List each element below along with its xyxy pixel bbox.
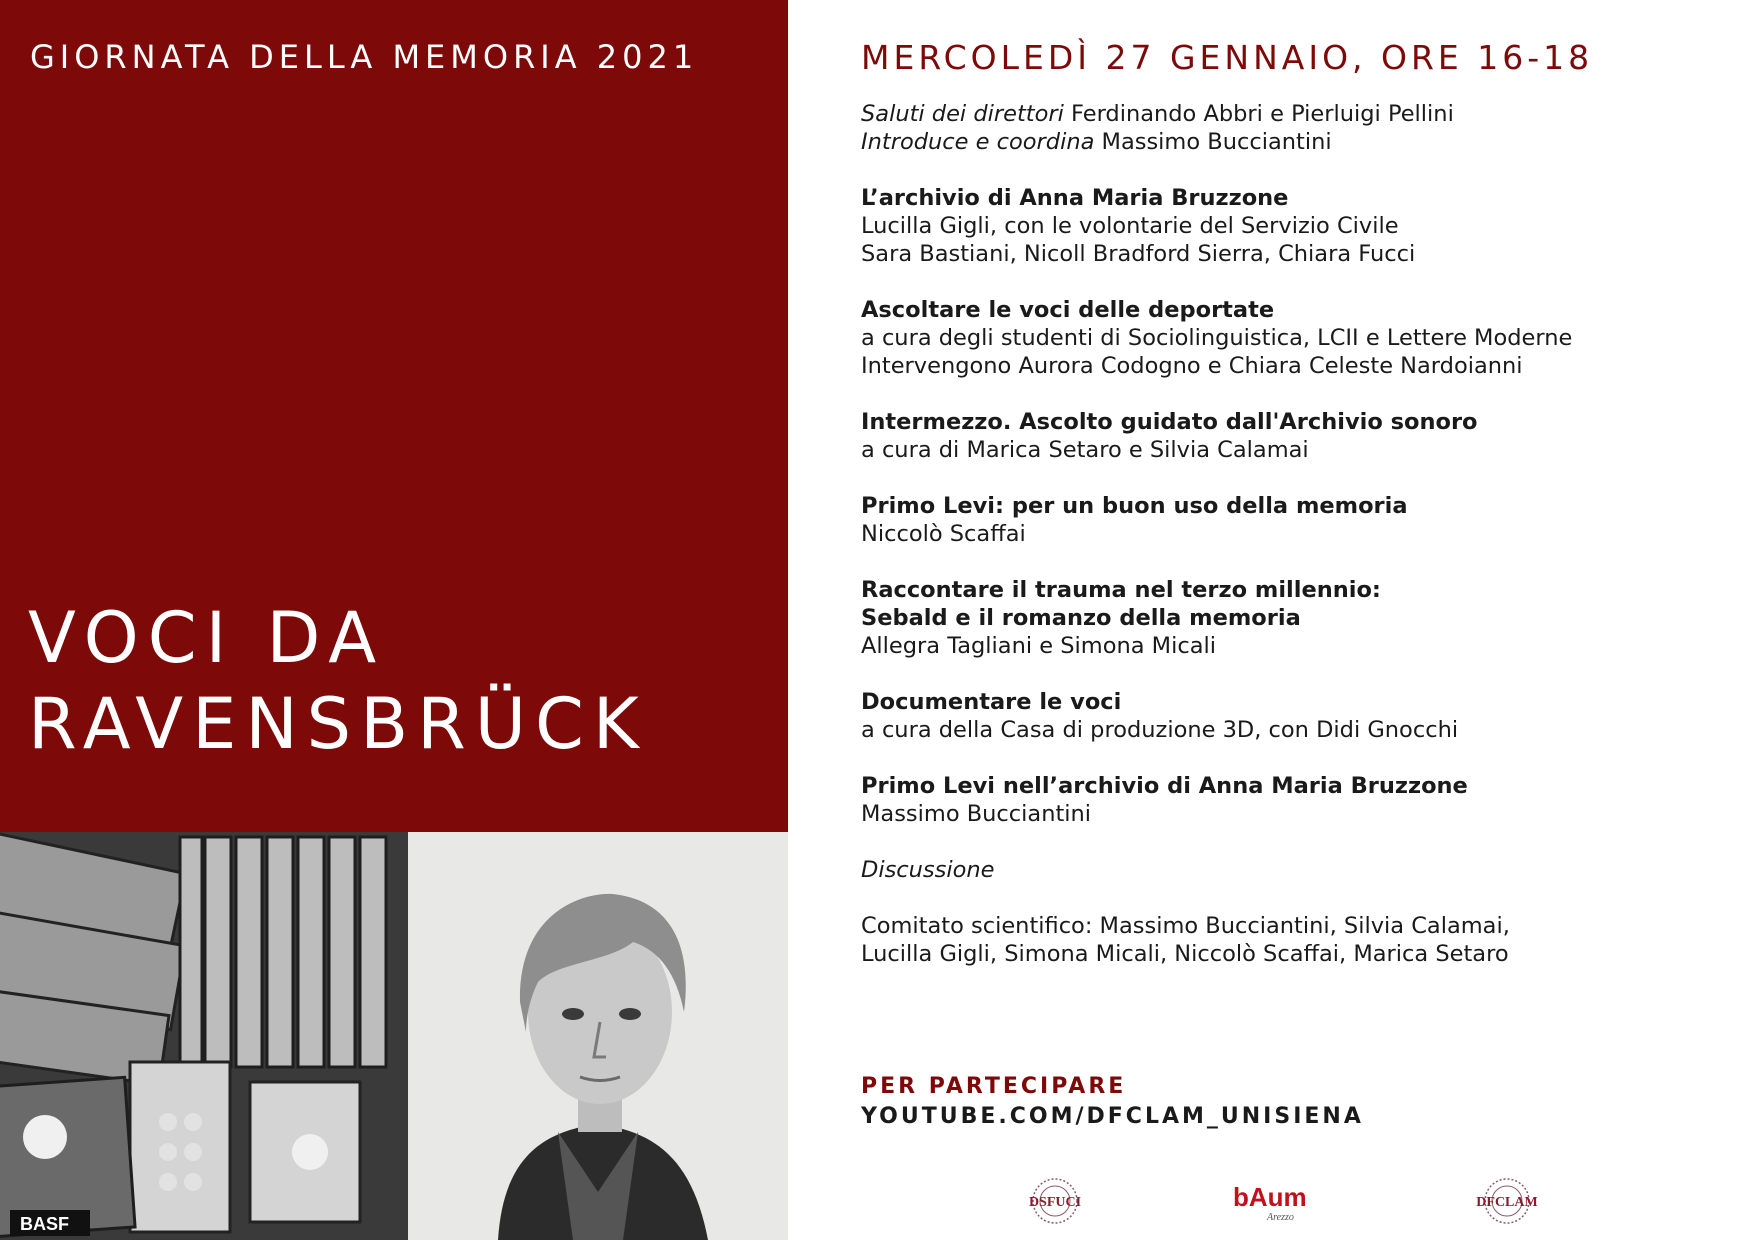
event-date: MERCOLEDÌ 27 GENNAIO, ORE 16-18 <box>861 38 1594 77</box>
program-item-title: Ascoltare le voci delle deportate <box>861 297 1275 323</box>
program-item <box>861 772 1711 828</box>
program-item-line: a cura degli studenti di Sociolinguistica, LCII e Lettere Moderne <box>861 325 1573 351</box>
event-title-line-2: RAVENSBRÜCK <box>28 683 648 765</box>
participate-label: PER PARTECIPARE <box>861 1074 1127 1099</box>
left-column <box>0 0 788 1240</box>
program-item-line: Intervengono Aurora Codogno e Chiara Celeste Nardoianni <box>861 353 1523 379</box>
program-item-line: Allegra Tagliani e Simona Micali <box>861 633 1216 659</box>
program-item-title: Sebald e il romanzo della memoria <box>861 605 1301 631</box>
greetings-label: Saluti dei direttori <box>861 101 1064 127</box>
greetings-names: Ferdinando Abbri e Pierluigi Pellini <box>1063 101 1454 127</box>
dsfuci-logo-text: DSFUCI <box>1028 1195 1082 1210</box>
baum-logo-subtext: Arezzo <box>1267 1212 1294 1223</box>
program-item-line: a cura della Casa di produzione 3D, con Didi Gnocchi <box>861 717 1459 743</box>
coordination-label: Introduce e coordina <box>861 129 1095 155</box>
program-item-title: Documentare le voci <box>861 689 1122 715</box>
coordination-names: Massimo Bucciantini <box>1094 129 1332 155</box>
event-title <box>28 595 648 767</box>
basf-label: BASF <box>20 1214 69 1234</box>
cassette-tapes-photo <box>0 832 408 1240</box>
baum-logo-icon <box>1229 1176 1309 1226</box>
program-item-line: Niccolò Scaffai <box>861 521 1026 547</box>
opening-block <box>861 100 1711 156</box>
dfclam-logo-text: DFCLAM <box>1476 1195 1538 1210</box>
program-item-line: a cura di Marica Setaro e Silvia Calamai <box>861 437 1309 463</box>
program-item <box>861 576 1711 660</box>
greetings-line <box>861 100 1711 128</box>
program-item <box>861 688 1711 744</box>
dsfuci-logo <box>1019 1176 1091 1226</box>
program-item <box>861 184 1711 268</box>
program-item <box>861 296 1711 380</box>
program-item-title: Primo Levi nell’archivio di Anna Maria Bruzzone <box>861 773 1468 799</box>
discussion-block <box>861 856 1711 884</box>
youtube-link[interactable]: YOUTUBE.COM/DFCLAM_UNISIENA <box>861 1104 1364 1129</box>
baum-logo <box>1229 1176 1309 1226</box>
coordination-line <box>861 128 1711 156</box>
program-item-title: Primo Levi: per un buon uso della memoria <box>861 493 1408 519</box>
program-item-title: Intermezzo. Ascolto guidato dall'Archivio sonoro <box>861 409 1478 435</box>
program-item-title: Raccontare il trauma nel terzo millennio: <box>861 577 1381 603</box>
program-item-line: Sara Bastiani, Nicoll Bradford Sierra, Chiara Fucci <box>861 241 1416 267</box>
dfclam-logo <box>1469 1176 1545 1226</box>
program <box>861 100 1711 996</box>
event-kicker: GIORNATA DELLA MEMORIA 2021 <box>30 38 699 76</box>
program-item <box>861 492 1711 548</box>
discussion-label: Discussione <box>861 857 995 883</box>
committee-block <box>861 912 1711 968</box>
title-panel <box>0 0 788 832</box>
university-seal-icon <box>1469 1176 1545 1226</box>
woman-portrait-photo <box>408 832 788 1240</box>
program-item-line: Massimo Bucciantini <box>861 801 1092 827</box>
event-title-line-1: VOCI DA <box>28 597 386 679</box>
committee-line: Lucilla Gigli, Simona Micali, Niccolò Scaffai, Marica Setaro <box>861 941 1509 967</box>
committee-line: Comitato scientifico: Massimo Bucciantini, Silvia Calamai, <box>861 913 1510 939</box>
program-item <box>861 408 1711 464</box>
program-item-title: L’archivio di Anna Maria Bruzzone <box>861 185 1289 211</box>
university-seal-icon <box>1019 1176 1091 1226</box>
baum-logo-text: bAum <box>1233 1182 1307 1212</box>
program-item-line: Lucilla Gigli, con le volontarie del Servizio Civile <box>861 213 1399 239</box>
right-column <box>861 0 1721 1240</box>
